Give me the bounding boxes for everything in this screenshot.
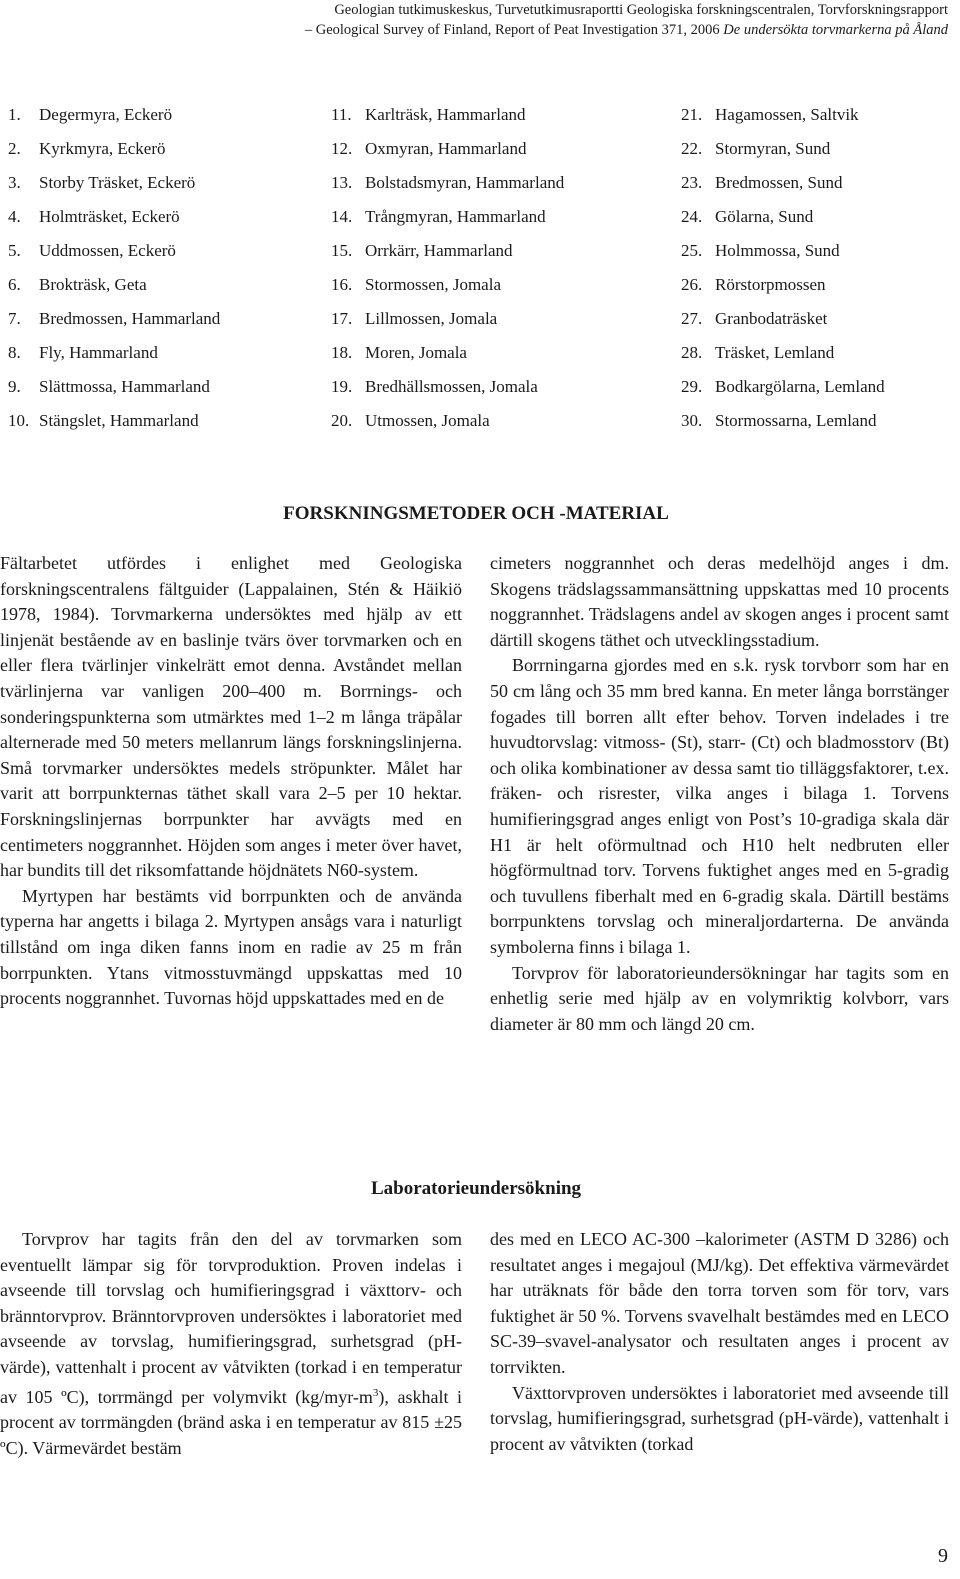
site-number: 23.: [681, 173, 703, 192]
site-number: 19.: [331, 377, 353, 396]
methods-paragraph-4: Borrningarna gjordes med en s.k. rysk torvborr som har en 50 cm lång och 35 mm bred kanna. En meter långa borrstänger fogades till borren allt efter behov. Torven indelades i tre huvudtorvslag: vitmoss- (St), starr- (Ct) och bladmosstorv (Bt) och olika kombinationer av dessa samt tio tilläggsfaktorer, t.ex. fräken- och risrester, vilka anges i bilaga 1. Torvens humifieringsgrad anges enligt von Post’s 10-gradiga skala där H1 är helt oförmultnad och H10 helt nedbruten eller högförmultnad torv. Torvens fuktighet anges med en 5-gradig och tuvullens fiberhalt med en 6-gradig skala. Därtill bestäms borrpunktens torvslag och mineraljordarterna. De använda symbolerna finns i bilaga 1.: [490, 655, 949, 957]
site-name: Slättmossa, Hammarland: [39, 377, 210, 396]
site-number: 20.: [331, 411, 353, 430]
site-number: 18.: [331, 343, 353, 362]
lab-column-right: [490, 1227, 949, 1457]
site-list-item: [681, 302, 948, 336]
lab-paragraph-1: [0, 1227, 462, 1461]
site-name: Holmträsket, Eckerö: [39, 207, 180, 226]
section-heading-methods: FORSKNINGSMETODER OCH -MATERIAL: [283, 503, 669, 524]
site-list-item: [331, 132, 681, 166]
site-number: 3.: [8, 173, 21, 192]
site-number: 8.: [8, 343, 21, 362]
site-list-column-1: [8, 98, 331, 438]
site-number: 21.: [681, 105, 703, 124]
site-list-item: [8, 132, 331, 166]
site-list-item: [8, 166, 331, 200]
site-name: Orrkärr, Hammarland: [365, 241, 513, 260]
methods-paragraph-5: Torvprov för laboratorieundersökningar har tagits som en enhetlig serie med hjälp av en volymriktig kolvborr, vars diameter är 80 mm och längd 20 cm.: [490, 962, 949, 1034]
lab-column-left: [0, 1227, 462, 1461]
site-list-item: [681, 166, 948, 200]
site-name: Uddmossen, Eckerö: [39, 241, 176, 260]
site-number: 12.: [331, 139, 353, 158]
header-report-info: – Geological Survey of Finland, Report of Peat Investigation 371, 2006: [304, 22, 724, 38]
site-number: 28.: [681, 343, 703, 362]
site-number: 27.: [681, 309, 703, 328]
lab-paragraph-3: Växttorvproven undersöktes i laboratoriet med avseende till torvslag, humifieringsgrad, surhetsgrad (pH-värde), vattenhalt i procent av våtvikten (torkad: [490, 1382, 949, 1454]
site-number: 14.: [331, 207, 353, 226]
site-name: Storby Träsket, Eckerö: [39, 173, 196, 192]
site-list-item: [331, 404, 681, 438]
site-number: 16.: [331, 275, 353, 294]
site-name: Trångmyran, Hammarland: [365, 207, 546, 226]
site-number: 7.: [8, 309, 21, 328]
lab-paragraph-1-text-a: Torvprov har tagits från den del av torvmarken som eventuellt lämpar sig för torvproduktion. Proven indelas i avseende till torvslag och humifieringsgrad i växttorv- och bränntorvprov. Bränntorvproven undersöktes i laboratoriet med avseende av torvslag, humifieringsgrad, surhetsgrad (pH-värde), vattenhalt i procent av våtvikten (torkad i en temperatur av 105 ºC), torrmängd per volymvikt (kg/myr-m: [0, 1229, 462, 1407]
site-list-item: [8, 370, 331, 404]
site-list-column-2: [331, 98, 681, 438]
site-name: Stormossarna, Lemland: [715, 411, 877, 430]
site-list-item: [8, 200, 331, 234]
site-list-item: [8, 268, 331, 302]
lab-paragraph-2: des med en LECO AC-300 –kalorimeter (ASTM D 3286) och resultatet anges i megajoul (MJ/kg). Det effektiva värmevärdet har uträknats för både den torra torven som för torv, vars fuktighet är 50 %. Torvens svavelhalt bestämdes med en LECO SC-39–svavel-analysator och resultaten anges i procent av torrvikten.: [490, 1229, 949, 1377]
site-list-item: [681, 234, 948, 268]
site-list-item: [331, 234, 681, 268]
site-name: Lillmossen, Jomala: [365, 309, 498, 328]
site-list-item: [681, 98, 948, 132]
methods-paragraph-3: cimeters noggrannhet och deras medelhöjd anges i dm. Skogens trädslagssammansättning uppskattas med 10 procents noggrannhet. Trädslagens andel av skogen anges i procent samt därtill skogens täthet och utvecklingsstadium.: [490, 553, 949, 650]
site-name: Brokträsk, Geta: [39, 275, 147, 294]
site-name: Utmossen, Jomala: [365, 411, 490, 430]
site-number: 25.: [681, 241, 703, 260]
site-list-item: [681, 404, 948, 438]
methods-paragraph-2: Myrtypen har bestämts vid borrpunkten och de använda typerna har angetts i bilaga 2. Myrtypen ansågs vara i naturligt tillstånd om inga diken fanns inom en radie av 25 m från borrpunkten. Ytans vitmosstuvmängd uppskattas med 10 procents noggrannhet. Tuvornas höjd uppskattades med en de: [0, 885, 462, 1009]
site-number: 26.: [681, 275, 703, 294]
site-name: Stormossen, Jomala: [365, 275, 501, 294]
site-list-item: [681, 336, 948, 370]
site-name: Bodkargölarna, Lemland: [715, 377, 885, 396]
site-name: Träsket, Lemland: [715, 343, 835, 362]
site-list-item: [331, 200, 681, 234]
site-list-item: [331, 166, 681, 200]
site-list-item: [681, 370, 948, 404]
site-list-item: [8, 98, 331, 132]
site-list-item: [8, 404, 331, 438]
site-name: Bolstadsmyran, Hammarland: [365, 173, 565, 192]
site-list-item: [8, 302, 331, 336]
site-list-item: [331, 302, 681, 336]
site-name: Moren, Jomala: [365, 343, 467, 362]
site-name: Oxmyran, Hammarland: [365, 139, 527, 158]
site-list-item: [331, 370, 681, 404]
site-list-item: [331, 336, 681, 370]
site-name: Gölarna, Sund: [715, 207, 814, 226]
section-heading-laboratory: Laboratorieundersökning: [370, 1178, 582, 1199]
site-number: 1.: [8, 105, 21, 124]
site-name: Kyrkmyra, Eckerö: [39, 139, 166, 158]
site-number: 13.: [331, 173, 353, 192]
site-number: 4.: [8, 207, 21, 226]
site-number: 9.: [8, 377, 21, 396]
methods-paragraph-1: Fältarbetet utfördes i enlighet med Geologiska forskningscentralens fältguider (Lappalainen, Stén & Häikiö 1978, 1984). Torvmarkerna undersöktes med hjälp av ett linjenät bestående av en baslinje tvärs över torvmarken och en eller flera tvärlinjer vinkelrätt emot denna. Avståndet mellan tvärlinjerna var vanligen 200–400 m. Borrnings- och sonderingspunkterna som utmärktes med 1–2 m långa träpålar alternerade med 50 meters mellanrum längs forskningslinjerna. Små torvmarker undersöktes medels ströpunkter. Målet har varit att borrpunkternas täthet skall vara 2–5 per 10 hektar. Forskningslinjernas borrpunkter har avvägts med en centimeters noggrannhet. Höjden som anges i meter över havet, har bundits till det riksomfattande höjdnätets N60-system.: [0, 553, 462, 881]
site-name: Rörstorpmossen: [715, 275, 826, 294]
site-name: Bredhällsmossen, Jomala: [365, 377, 538, 396]
site-number: 24.: [681, 207, 703, 226]
site-name: Granbodaträsket: [715, 309, 828, 328]
site-number: 10.: [8, 411, 30, 430]
lab-paragraph-1-text-b: ), askhalt i procent av torrmängden (bränd aska i en temperatur av 815 ±25 ºC). Värmevärdet bestäm: [0, 1386, 462, 1458]
site-list-item: [331, 98, 681, 132]
site-list-item: [8, 234, 331, 268]
methods-column-right: [490, 551, 949, 1037]
site-name: Karlträsk, Hammarland: [365, 105, 526, 124]
running-header: [305, 0, 948, 40]
site-name: Stormyran, Sund: [715, 139, 831, 158]
page-number: 9: [938, 1545, 948, 1567]
methods-column-left: [0, 551, 462, 1012]
site-number: 11.: [331, 105, 352, 124]
site-name: Bredmossen, Sund: [715, 173, 843, 192]
site-list-item: [681, 268, 948, 302]
site-name: Bredmossen, Hammarland: [39, 309, 221, 328]
site-list-column-3: [681, 98, 948, 438]
site-list-item: [8, 336, 331, 370]
site-list-item: [331, 268, 681, 302]
header-chapter-title: De undersökta torvmarkerna på Åland: [723, 22, 948, 38]
site-name: Stängslet, Hammarland: [39, 411, 199, 430]
site-number: 30.: [681, 411, 703, 430]
site-number: 6.: [8, 275, 21, 294]
header-line-2: [305, 20, 948, 40]
site-number: 29.: [681, 377, 703, 396]
site-name: Degermyra, Eckerö: [39, 105, 173, 124]
site-list: [8, 98, 948, 438]
site-number: 17.: [331, 309, 353, 328]
site-number: 15.: [331, 241, 353, 260]
site-number: 22.: [681, 139, 703, 158]
site-number: 5.: [8, 241, 21, 260]
header-line-1: Geologian tutkimuskeskus, Turvetutkimusraportti Geologiska forskningscentralen, Torvforskningsrapport: [334, 2, 948, 18]
site-name: Holmmossa, Sund: [715, 241, 840, 260]
site-name: Hagamossen, Saltvik: [715, 105, 859, 124]
site-number: 2.: [8, 139, 21, 158]
site-name: Fly, Hammarland: [39, 343, 158, 362]
site-list-item: [681, 200, 948, 234]
lab-paragraph-1-superscript: 3: [372, 1386, 379, 1399]
site-list-item: [681, 132, 948, 166]
